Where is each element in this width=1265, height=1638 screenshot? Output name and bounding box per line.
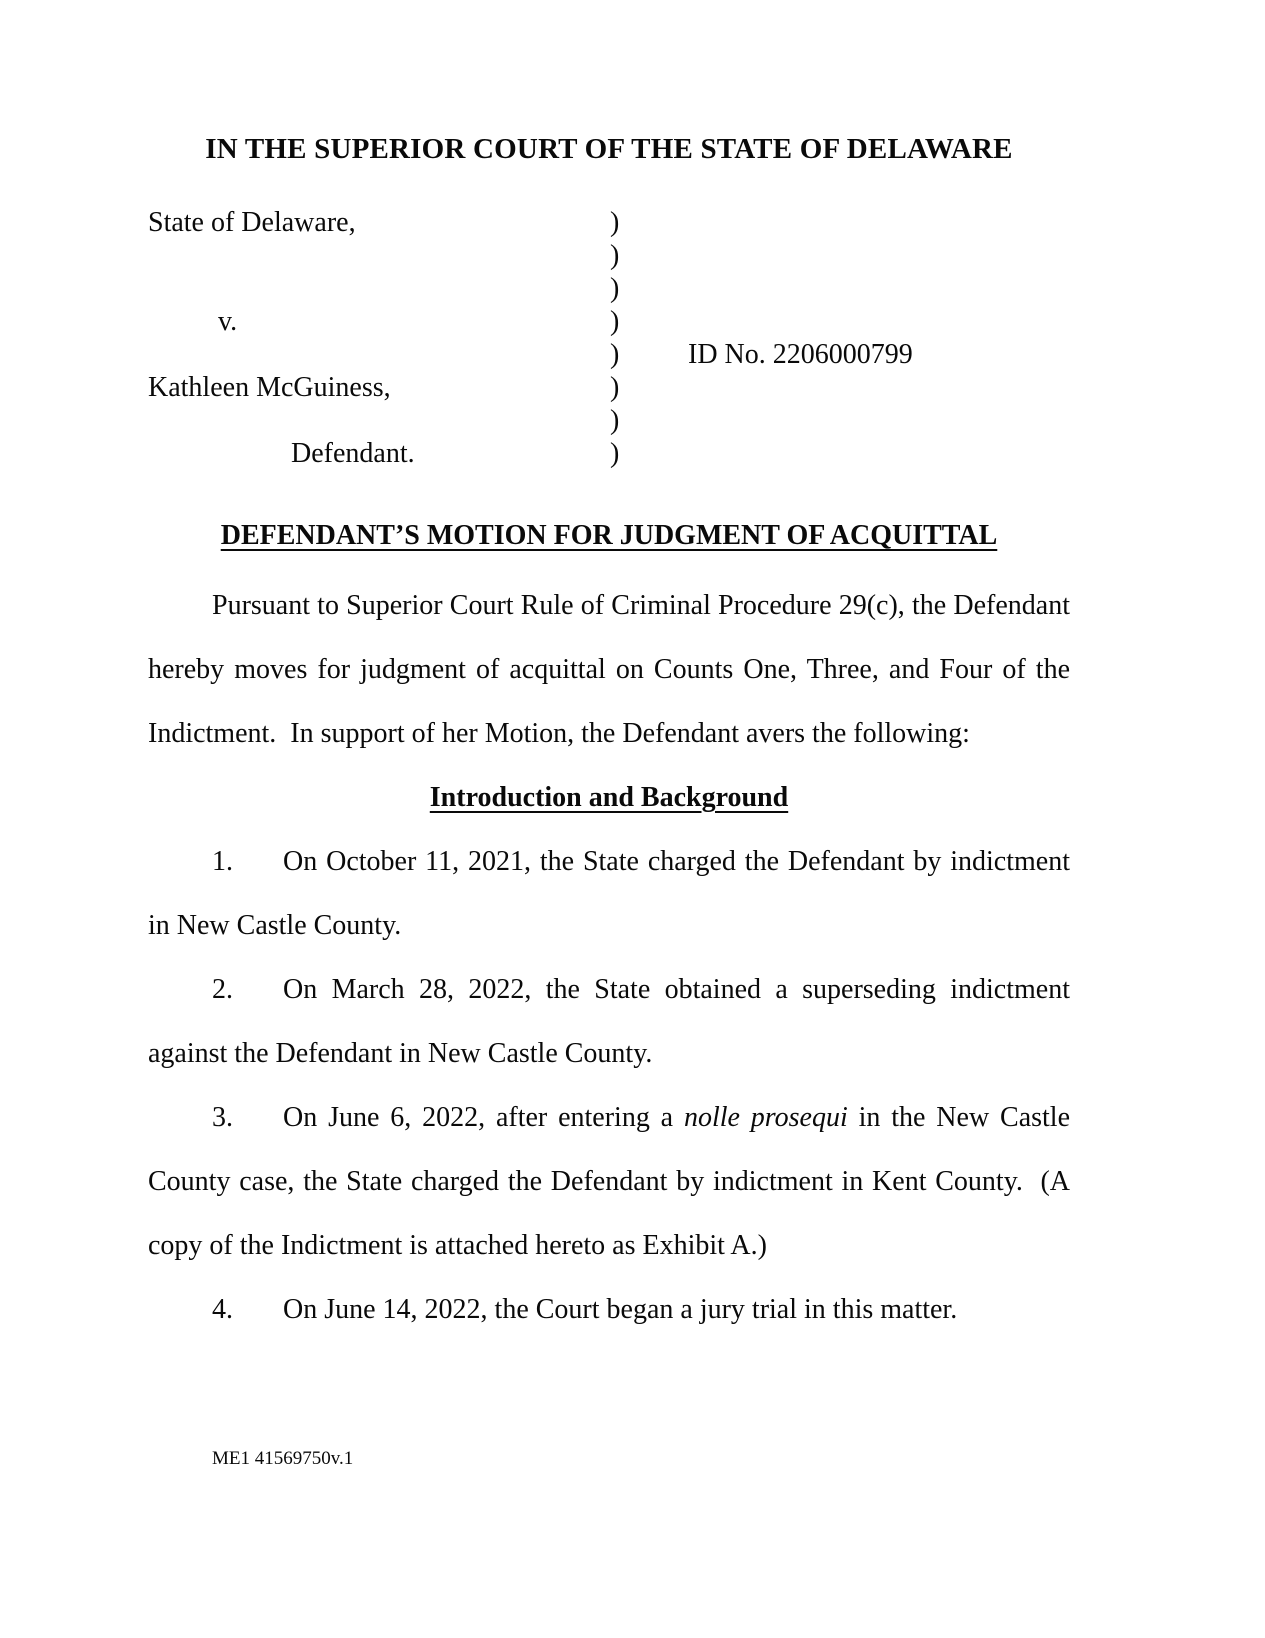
- caption-paren: ): [610, 438, 620, 469]
- intro-paragraph: [148, 574, 1070, 766]
- defendant-name: Kathleen McGuiness,: [148, 372, 391, 403]
- defendant-label: Defendant.: [291, 438, 415, 469]
- case-id: ID No. 2206000799: [688, 339, 913, 370]
- caption-paren: ): [610, 372, 620, 403]
- document-control-number: ME1 41569750v.1: [212, 1448, 354, 1469]
- numbered-paragraph-4: [148, 1278, 1070, 1342]
- caption-paren: ): [610, 306, 620, 337]
- paragraph-text-part1: On June 6, 2022, after entering a: [283, 1102, 684, 1133]
- caption-paren: ): [610, 273, 620, 304]
- numbered-paragraph-3: [148, 1086, 1070, 1278]
- versus-label: v.: [218, 306, 238, 337]
- plaintiff-name: State of Delaware,: [148, 207, 356, 238]
- caption-paren: ): [610, 405, 620, 436]
- numbered-paragraph-2: [148, 958, 1070, 1086]
- section-heading-text: Introduction and Background: [429, 782, 789, 813]
- paragraph-text-part2: in the New Castle County case, the State charged the Defendant by indictment in Kent County. (A copy of the Indictment is attached hereto as Exhibit A.): [148, 1102, 1071, 1261]
- paragraph-number: 4.: [212, 1294, 233, 1325]
- caption-paren: ): [610, 339, 620, 370]
- latin-phrase-italic: nolle prosequi: [683, 1102, 848, 1133]
- paragraph-text: On June 14, 2022, the Court began a jury trial in this matter.: [283, 1294, 958, 1325]
- document-title: DEFENDANT’S MOTION FOR JUDGMENT OF ACQUITTAL: [220, 520, 998, 551]
- case-caption: [148, 206, 1070, 470]
- court-header: IN THE SUPERIOR COURT OF THE STATE OF DELAWARE: [205, 133, 1013, 165]
- section-heading: [148, 766, 1070, 830]
- caption-paren: ): [610, 240, 620, 271]
- intro-paragraph-text: Pursuant to Superior Court Rule of Criminal Procedure 29(c), the Defendant hereby moves for judgment of acquittal on Counts One, Three, and Four of the Indictment. In support of her Motion, the Defendant avers the following:: [148, 590, 1070, 749]
- paragraph-number: 3.: [212, 1102, 233, 1133]
- paragraph-text: On October 11, 2021, the State charged the Defendant by indictment in New Castle County.: [148, 846, 1070, 941]
- document-body: [148, 574, 1070, 1342]
- paragraph-text: On March 28, 2022, the State obtained a superseding indictment against the Defendant in New Castle County.: [148, 974, 1070, 1069]
- numbered-paragraph-1: [148, 830, 1070, 958]
- caption-paren: ): [610, 207, 620, 238]
- paragraph-number: 1.: [212, 846, 233, 877]
- paragraph-number: 2.: [212, 974, 233, 1005]
